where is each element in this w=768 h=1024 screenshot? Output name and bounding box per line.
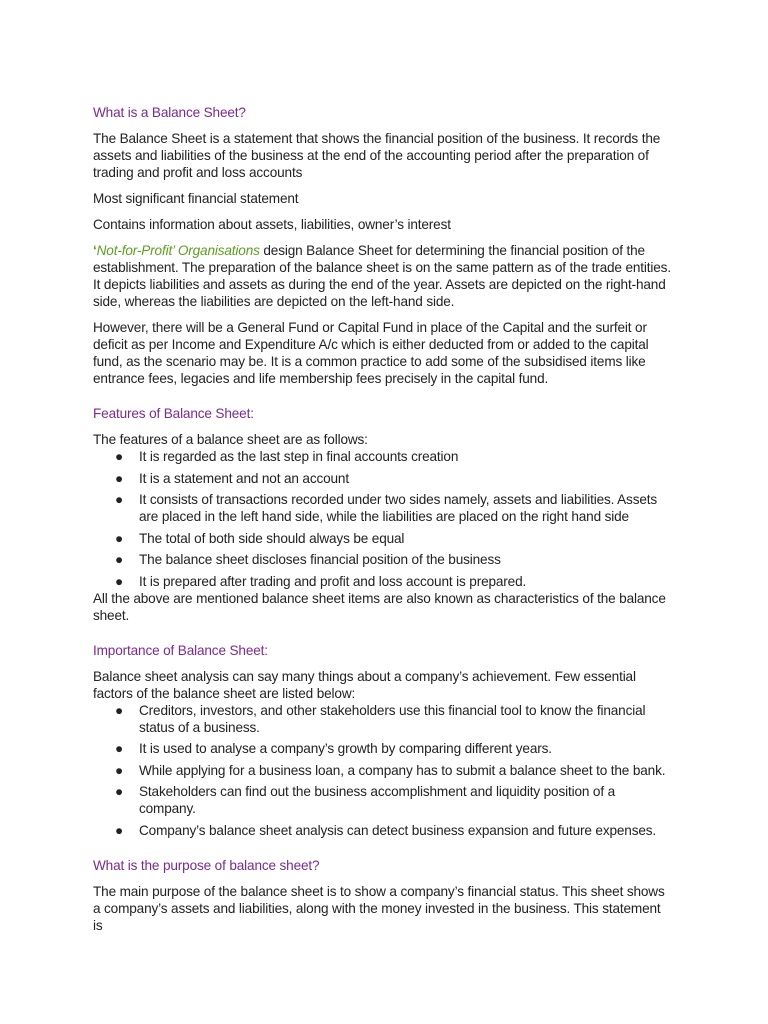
- bullet-icon: ●: [115, 530, 124, 546]
- list-item: [93, 491, 673, 525]
- list-item-text: The balance sheet discloses financial position of the business: [139, 552, 501, 567]
- bullet-icon: ●: [115, 741, 124, 756]
- list-item: [93, 702, 673, 736]
- bullet-icon: ●: [115, 822, 124, 838]
- list-item-text: It consists of transactions recorded under two sides namely, assets and liabilities. Assets are placed in the left hand side, while the liabilities are placed on the right hand side: [139, 492, 658, 524]
- list-item-text: The total of both side should always be equal: [139, 530, 405, 546]
- list-item-text: Creditors, investors, and other stakeholders use this financial tool to know the financial status of a business.: [139, 702, 646, 735]
- features-outro: All the above are mentioned balance sheet items are also known as characteristics of the balance sheet.: [93, 590, 666, 623]
- list-item: [93, 783, 673, 817]
- list-item-text: Company’s balance sheet analysis can detect business expansion and future expenses.: [139, 822, 657, 838]
- list-item-text: It is prepared after trading and profit and loss account is prepared.: [139, 573, 527, 589]
- heading-importance: Importance of Balance Sheet:: [93, 642, 268, 658]
- importance-list: [93, 702, 673, 839]
- list-item-text: It is regarded as the last step in final accounts creation: [139, 449, 459, 464]
- paragraph-definition: The Balance Sheet is a statement that shows the financial position of the business. It records the assets and liabilities of the business at the end of the accounting period after the preparation of trading and profit and loss accounts: [93, 131, 661, 180]
- features-intro: The features of a balance sheet are as follows:: [93, 432, 368, 447]
- bullet-icon: ●: [115, 762, 124, 778]
- heading-features: Features of Balance Sheet:: [93, 406, 254, 421]
- opening-quote-mark: ‘: [93, 243, 97, 258]
- not-for-profit-text: design Balance Sheet for determining the financial position of the establishment. The preparation of the balance sheet is on the same pattern as of the trade entities. It depicts liabilities and assets as during the end of the year. Assets are depicted on the right-hand side, whereas the liabilities are depicted on the left-hand side.: [93, 243, 671, 309]
- bullet-icon: ●: [115, 492, 124, 507]
- heading-purpose: What is the purpose of balance sheet?: [93, 857, 320, 873]
- list-item-text: While applying for a business loan, a company has to submit a balance sheet to the bank.: [139, 762, 666, 778]
- features-list: [93, 448, 673, 590]
- document-page: [93, 104, 673, 934]
- paragraph-not-for-profit: [93, 242, 673, 310]
- paragraph-contains-info: Contains information about assets, liabilities, owner’s interest: [93, 217, 451, 232]
- paragraph-significance: Most significant financial statement: [93, 191, 299, 206]
- list-item: [93, 470, 673, 487]
- list-item: [93, 551, 673, 568]
- paragraph-general-fund: However, there will be a General Fund or Capital Fund in place of the Capital and the surfeit or deficit as per Income and Expenditure A/c which is either deducted from or added to the capital fund, as the scenario may be. It is a common practice to add some of the subsidised items like entrance fees, legacies and life membership fees precisely in the capital fund.: [93, 320, 649, 386]
- bullet-icon: ●: [115, 470, 124, 486]
- list-item-text: Stakeholders can find out the business accomplishment and liquidity position of a company.: [139, 784, 616, 816]
- bullet-icon: ●: [115, 552, 124, 567]
- bullet-icon: ●: [115, 449, 124, 464]
- list-item-text: It is used to analyse a company’s growth by comparing different years.: [139, 741, 552, 756]
- bullet-icon: ●: [115, 573, 124, 589]
- list-item: [93, 573, 673, 590]
- purpose-paragraph: The main purpose of the balance sheet is to show a company’s financial status. This sheet shows a company’s assets and liabilities, along with the money invested in the business. This statement is: [93, 883, 665, 933]
- list-item: [93, 740, 673, 757]
- heading-what-is-balance-sheet: What is a Balance Sheet?: [93, 105, 246, 120]
- list-item-text: It is a statement and not an account: [139, 470, 349, 486]
- bullet-icon: ●: [115, 784, 124, 799]
- not-for-profit-highlight: Not-for-Profit’ Organisations: [96, 243, 260, 258]
- list-item: [93, 822, 673, 839]
- importance-intro: Balance sheet analysis can say many things about a company’s achievement. Few essential factors of the balance sheet are listed below:: [93, 668, 636, 701]
- list-item: [93, 448, 673, 465]
- list-item: [93, 762, 673, 779]
- list-item: [93, 530, 673, 547]
- bullet-icon: ●: [115, 702, 124, 718]
